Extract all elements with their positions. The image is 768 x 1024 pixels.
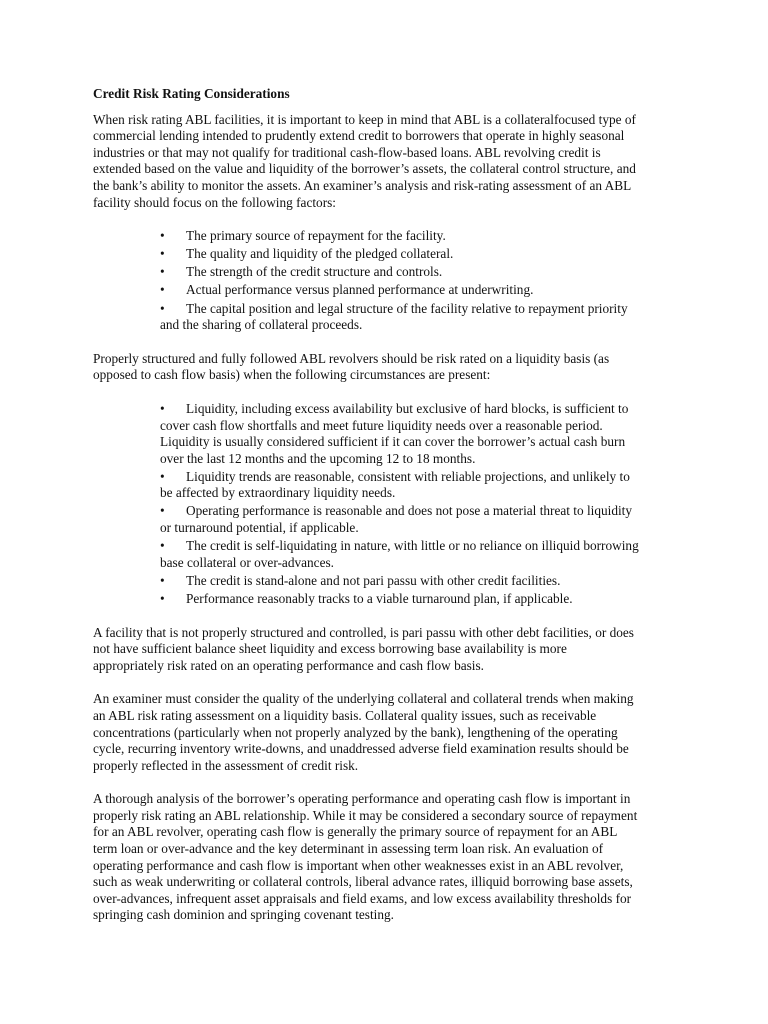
paragraph-line: appropriately risk rated on an operating performance and cash flow basis. xyxy=(93,657,485,673)
bullet-icon: • xyxy=(160,282,165,298)
paragraph-line: for an ABL revolver, operating cash flow is generally the primary source of repayment for an ABL xyxy=(93,824,618,840)
intro-paragraph xyxy=(93,112,683,212)
bullet-icon: • xyxy=(160,264,165,280)
list-item xyxy=(160,401,683,467)
bullet-icon: • xyxy=(160,538,165,554)
operating-analysis-paragraph xyxy=(93,791,683,924)
list-item-text: The credit is stand-alone and not pari passu with other credit facilities. xyxy=(186,572,561,588)
factors-list xyxy=(93,228,683,334)
paragraph-line: A thorough analysis of the borrower’s operating performance and operating cash flow is important in xyxy=(93,791,631,807)
paragraph-line: When risk rating ABL facilities, it is important to keep in mind that ABL is a collateralfocused type of xyxy=(93,111,636,127)
list-item-text: Performance reasonably tracks to a viable turnaround plan, if applicable. xyxy=(186,590,573,606)
paragraph-line: concentrations (particularly when not properly analyzed by the bank), lengthening of the operating xyxy=(93,724,618,740)
list-item xyxy=(160,264,683,281)
list-item-continuation: Liquidity is usually considered sufficient if it can cover the borrower’s actual cash burn xyxy=(160,434,626,450)
document-page xyxy=(93,86,683,941)
bullet-icon: • xyxy=(160,228,165,244)
list-item xyxy=(160,228,683,245)
paragraph-line: springing cash dominion and springing covenant testing. xyxy=(93,907,394,923)
list-item-text: The quality and liquidity of the pledged collateral. xyxy=(186,246,454,262)
paragraph-line: opposed to cash flow basis) when the following circumstances are present: xyxy=(93,367,491,383)
liquidity-intro-paragraph xyxy=(93,351,683,384)
paragraph-line: facility should focus on the following factors: xyxy=(93,194,336,210)
list-item xyxy=(160,591,683,608)
list-item xyxy=(160,246,683,263)
list-item-text: Actual performance versus planned performance at underwriting. xyxy=(186,282,534,298)
paragraph-line: industries or that may not qualify for traditional cash-flow-based loans. ABL revolving credit is xyxy=(93,144,601,160)
list-item xyxy=(160,282,683,299)
paragraph-line: term loan or over-advance and the key determinant in assessing term loan risk. An evaluation of xyxy=(93,841,604,857)
list-item-continuation: and the sharing of collateral proceeds. xyxy=(160,317,363,333)
paragraph-line: the bank’s ability to monitor the assets. An examiner’s analysis and risk-rating assessment of an ABL xyxy=(93,177,632,193)
circumstances-list xyxy=(93,401,683,608)
bullet-icon: • xyxy=(160,590,165,606)
paragraph-line: over-advances, infrequent asset appraisals and field exams, and low excess availability thresholds for xyxy=(93,890,632,906)
list-item-continuation: over the last 12 months and the upcoming 12 to 18 months. xyxy=(160,450,476,466)
list-item-text: Liquidity trends are reasonable, consistent with reliable projections, and unlikely to xyxy=(186,468,630,484)
document-title: Credit Risk Rating Considerations xyxy=(93,86,290,101)
list-item xyxy=(160,469,683,502)
paragraph-line: operating performance and cash flow is important when other weaknesses exist in an ABL revolver, xyxy=(93,857,624,873)
paragraph-line: properly risk rating an ABL relationship. While it may be considered a secondary source of repayment xyxy=(93,807,638,823)
paragraph-line: properly reflected in the assessment of credit risk. xyxy=(93,757,359,773)
bullet-icon: • xyxy=(160,300,165,316)
bullet-icon: • xyxy=(160,246,165,262)
list-item-continuation: cover cash flow shortfalls and meet future liquidity needs over a reasonable period. xyxy=(160,417,603,433)
list-item-continuation: base collateral or over-advances. xyxy=(160,554,334,570)
list-item-continuation: or turnaround potential, if applicable. xyxy=(160,520,359,536)
paragraph-line: extended based on the value and liquidity of the borrower’s assets, the collateral control structure, and xyxy=(93,161,636,177)
list-item xyxy=(160,503,683,536)
list-item-text: The strength of the credit structure and controls. xyxy=(186,264,443,280)
paragraph-line: cycle, recurring inventory write-downs, and unaddressed adverse field examination results should be xyxy=(93,741,629,757)
list-item-text: The primary source of repayment for the facility. xyxy=(186,228,446,244)
collateral-quality-paragraph xyxy=(93,691,683,774)
list-item-text: The capital position and legal structure of the facility relative to repayment priority xyxy=(186,300,628,316)
bullet-icon: • xyxy=(160,400,165,416)
list-item xyxy=(160,301,683,334)
list-item-text: The credit is self-liquidating in nature, with little or no reliance on illiquid borrowing xyxy=(186,538,639,554)
paragraph-line: an ABL risk rating assessment on a liquidity basis. Collateral quality issues, such as receivable xyxy=(93,707,597,723)
list-item xyxy=(160,538,683,571)
bullet-icon: • xyxy=(160,503,165,519)
list-item-text: Operating performance is reasonable and does not pose a material threat to liquidity xyxy=(186,503,633,519)
not-structured-paragraph xyxy=(93,625,683,675)
paragraph-line: An examiner must consider the quality of the underlying collateral and collateral trends when making xyxy=(93,691,634,707)
bullet-icon: • xyxy=(160,572,165,588)
list-item-continuation: be affected by extraordinary liquidity needs. xyxy=(160,485,396,501)
paragraph-line: commercial lending intended to prudently extend credit to borrowers that operate in highly seasonal xyxy=(93,128,625,144)
paragraph-line: Properly structured and fully followed ABL revolvers should be risk rated on a liquidity basis (as xyxy=(93,350,610,366)
list-item xyxy=(160,573,683,590)
bullet-icon: • xyxy=(160,468,165,484)
paragraph-line: such as weak underwriting or collateral controls, liberal advance rates, illiquid borrowing base assets, xyxy=(93,874,633,890)
paragraph-line: not have sufficient balance sheet liquidity and excess borrowing base availability is more xyxy=(93,641,567,657)
paragraph-line: A facility that is not properly structured and controlled, is pari passu with other debt facilities, or does xyxy=(93,624,634,640)
list-item-text: Liquidity, including excess availability but exclusive of hard blocks, is sufficient to xyxy=(186,400,629,416)
